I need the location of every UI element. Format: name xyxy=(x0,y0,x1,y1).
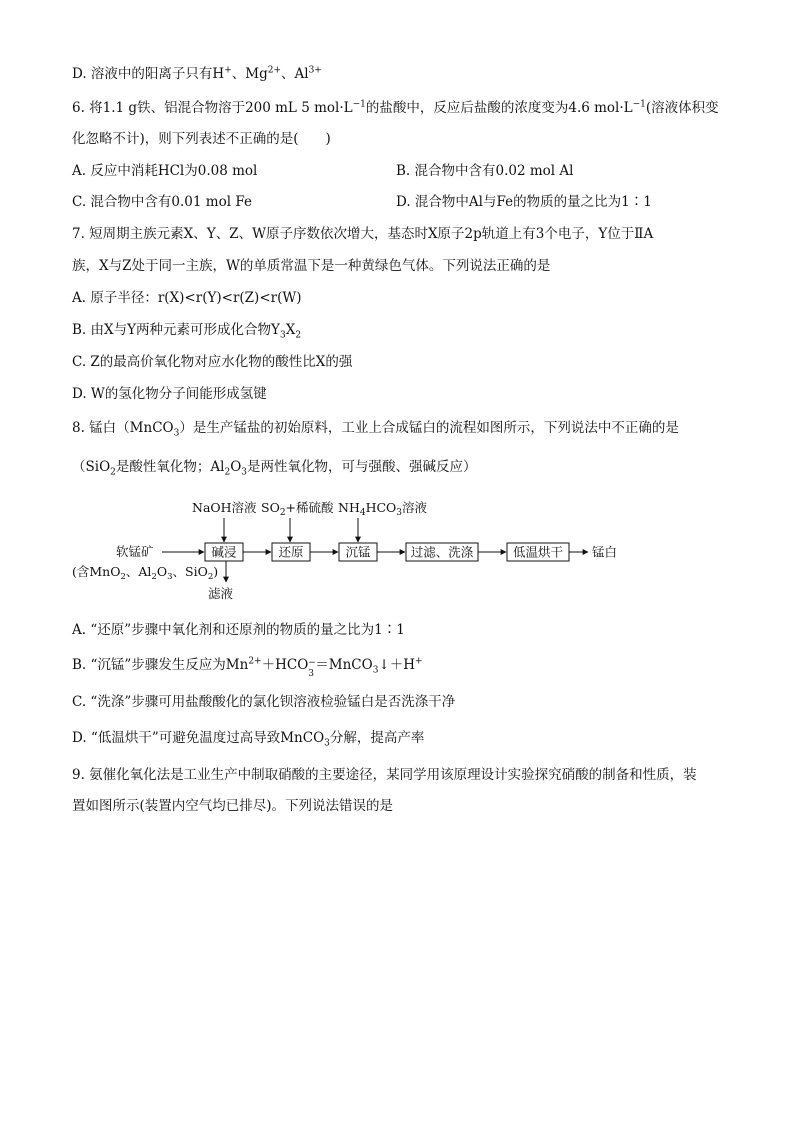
q6-option-d: D. 混合物中Al与Fe的物质的量之比为1∶1 xyxy=(396,194,652,210)
step-1-label: 碱浸 xyxy=(211,544,237,560)
q9-stem-line2: 置如图所示(装置内空气均已排尽)。下列说法错误的是 xyxy=(72,798,394,814)
q8-stem-note: （SiO$_2$是酸性氧化物；$Al_2O_3$是两性氧化物，可与强酸、强碱反应） xyxy=(72,459,477,478)
start-material: 软锰矿 xyxy=(116,544,154,559)
reagent-nh4hco3: $NH_4HCO_3$溶液 xyxy=(338,500,428,518)
q6-stem-line1: 6. 将1.1 g铁、铝混合物溶于200 mL 5 $mol\cdot L^{-1}$的盐酸中，反应后盐酸的浓度变为4.6 $mol\cdot L^{-1}$(溶液体积变 xyxy=(72,99,719,116)
reagent-so2: $SO_2+$稀硫酸 xyxy=(261,500,334,518)
q8-option-b: B. “沉锰”步骤发生反应为$Mn^{2+}+HCO$ − 3 ＝MnCO$_3$↓＋H+ xyxy=(72,656,423,679)
q8-option-d: D. “低温烘干”可避免温度过高导致MnCO$_3$分解，提高产率 xyxy=(72,730,425,749)
step-5-label: 低温烘干 xyxy=(512,544,564,560)
q8-stem-line1: 8. 锰白（MnCO$_3$）是生产锰盐的初始原料，工业上合成锰白的流程如图所示，下列说法中不正确的是 xyxy=(72,420,679,439)
q7-stem-line1: 7. 短周期主族元素X、Y、Z、W原子序数依次增大，基态时X原子2p轨道上有3个电子，Y位于ⅡA xyxy=(72,226,654,242)
q8-option-c: C. “洗涤”步骤可用盐酸酸化的氯化钡溶液检验锰白是否洗涤干净 xyxy=(72,694,456,710)
product-label: 锰白 xyxy=(592,544,618,560)
start-note: (含MnO$_2$、$Al_2O_3$、SiO$_2$) xyxy=(72,564,219,582)
q6-option-b: B. 混合物中含有0.02 mol Al xyxy=(396,163,574,179)
q6-option-c: C. 混合物中含有0.01 mol Fe xyxy=(72,194,252,210)
flow-diagram xyxy=(64,492,664,604)
q7-option-c: C. Z的最高价氧化物对应水化物的酸性比X的强 xyxy=(72,354,353,370)
q7-option-d: D. W的氢化物分子间能形成氢键 xyxy=(72,386,267,402)
q6-option-a: A. 反应中消耗HCl为0.08 mol xyxy=(72,163,258,179)
q6-stem-line2: 化忽略不计)，则下列表述不正确的是( ) xyxy=(72,131,331,147)
q7-option-a: A. 原子半径：r(X)<r(Y)<r(Z)<r(W) xyxy=(72,290,302,306)
q7-option-b: B. 由X与Y两种元素可形成化合物$Y_3X_2$ xyxy=(72,322,302,341)
q7-stem-line2: 族，X与Z处于同一主族，W的单质常温下是一种黄绿色气体。下列说法正确的是 xyxy=(72,258,551,274)
q8-option-a: A. “还原”步骤中氧化剂和还原剂的物质的量之比为1∶1 xyxy=(72,622,405,638)
reagent-naoh: NaOH溶液 xyxy=(192,500,257,515)
q9-stem-line1: 9. 氨催化氧化法是工业生产中制取硝酸的主要途径，某同学用该原理设计实验探究硝酸的制备和性质，装 xyxy=(72,767,697,783)
step-4-label: 过滤、洗涤 xyxy=(410,544,474,560)
q5-option-d: D. 溶液中的阳离子只有H+、$Mg^{2+}$、$Al^{3+}$ xyxy=(72,65,322,82)
waste-label: 滤液 xyxy=(208,586,234,601)
step-3-label: 沉锰 xyxy=(345,544,371,560)
step-2-label: 还原 xyxy=(278,544,304,560)
